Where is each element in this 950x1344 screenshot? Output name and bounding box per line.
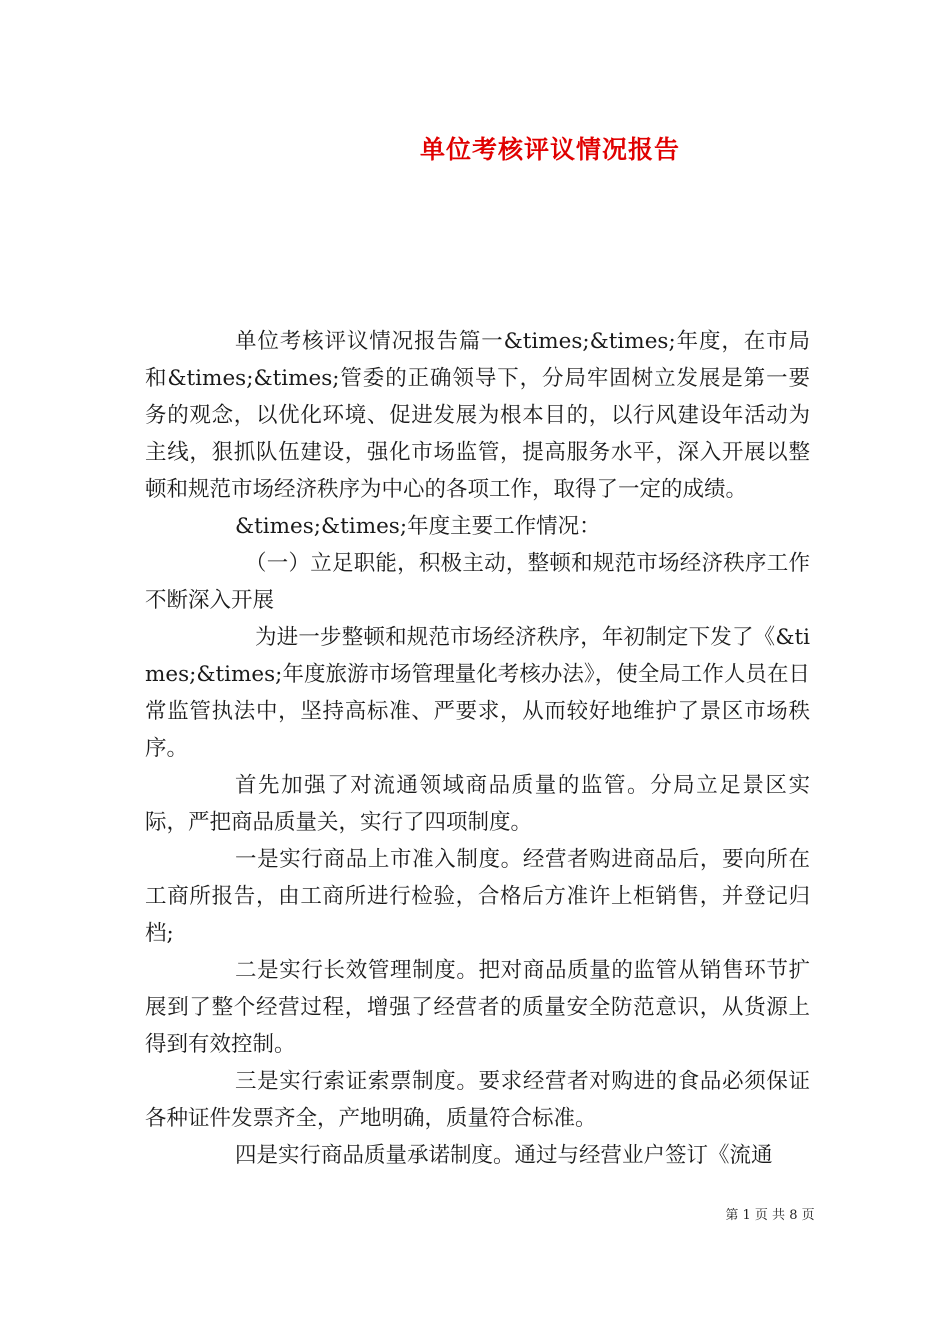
document-title: 单位考核评议情况报告: [419, 135, 680, 164]
paragraph-rule-three: 三是实行索证索票制度。要求经营者对购进的食品必须保证各种证件发票齐全，产地明确，质量符合标准。: [145, 1069, 810, 1131]
paragraph-measures: 为进一步整顿和规范市场经济秩序，年初制定下发了《&times;&times;年度旅游市场管理量化考核办法》，使全局工作人员在日常监管执法中，坚持高标准、严要求，从而较好地维护了景区市场秩序。: [145, 625, 810, 761]
paragraph-quality: 首先加强了对流通领域商品质量的监管。分局立足景区实际，严把商品质量关，实行了四项制度。: [145, 773, 810, 835]
document-body: [145, 323, 810, 1174]
paragraph-section-one: （一）立足职能，积极主动，整顿和规范市场经济秩序工作不断深入开展: [145, 551, 810, 613]
paragraph-rule-four: 四是实行商品质量承诺制度。通过与经营业户签订《流通: [235, 1143, 773, 1168]
page-number: 第 1 页 共 8 页: [725, 1208, 815, 1223]
paragraph-heading-work: &times;&times;年度主要工作情况：: [235, 514, 601, 539]
paragraph-intro: 单位考核评议情况报告篇一&times;&times;年度，在市局和&times;&times;管委的正确领导下，分局牢固树立发展是第一要务的观念，以优化环境、促进发展为根本目的，以行风建设年活动为主线，狠抓队伍建设，强化市场监管，提高服务水平，深入开展以整顿和规范市场经济秩序为中心的各项工作，取得了一定的成绩。: [145, 329, 810, 502]
paragraph-rule-one: 一是实行商品上市准入制度。经营者购进商品后，要向所在工商所报告，由工商所进行检验，合格后方准许上柜销售，并登记归档;: [145, 847, 810, 946]
paragraph-rule-two: 二是实行长效管理制度。把对商品质量的监管从销售环节扩展到了整个经营过程，增强了经营者的质量安全防范意识，从货源上得到有效控制。: [145, 958, 810, 1057]
